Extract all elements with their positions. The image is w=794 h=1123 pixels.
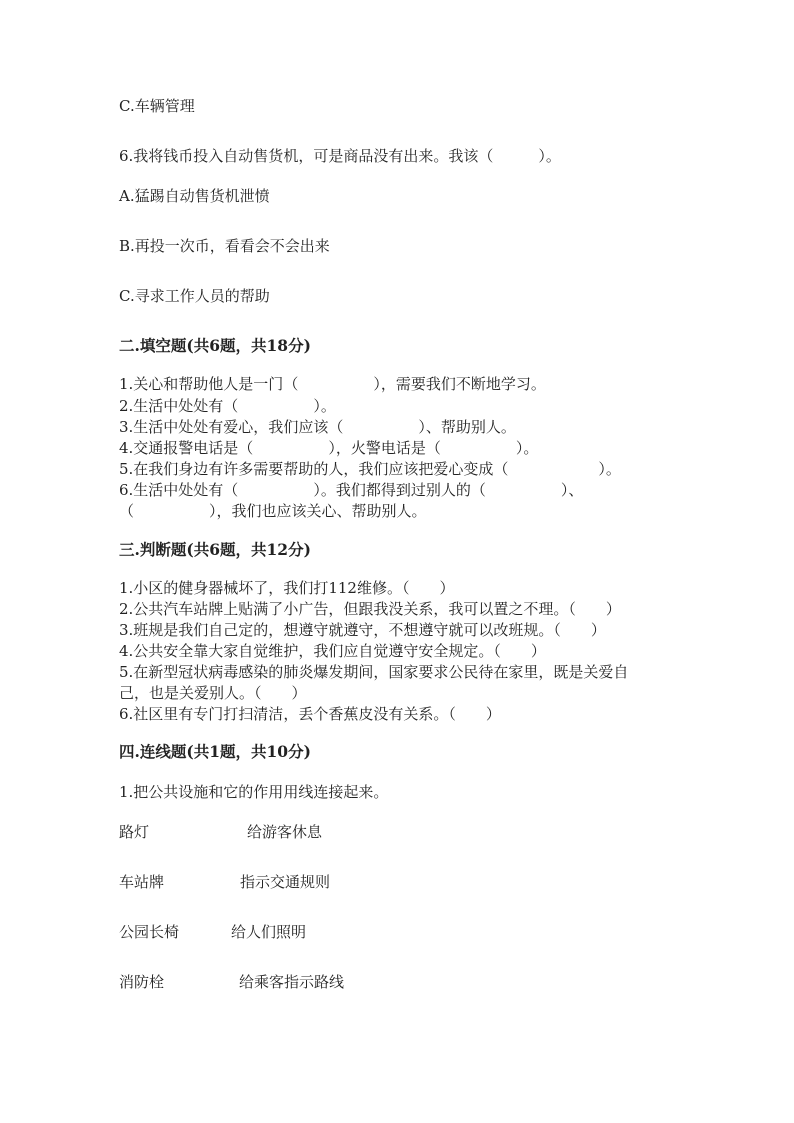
q6-option-a: A.猛踢自动售货机泄愤 bbox=[119, 187, 270, 205]
q5-option-c: C.车辆管理 bbox=[119, 97, 195, 115]
judge-item: 4.公共安全靠大家自觉维护，我们应自觉遵守安全规定。（ ） bbox=[119, 642, 546, 660]
judge-item: 己，也是关爱别人。（ ） bbox=[119, 684, 307, 702]
section2-heading: 二.填空题(共6题，共18分) bbox=[119, 336, 311, 355]
fill-item: 4.交通报警电话是（ ），火警电话是（ ）。 bbox=[119, 439, 539, 457]
match-right-item: 指示交通规则 bbox=[240, 873, 331, 891]
section4-heading: 四.连线题(共1题，共10分) bbox=[119, 742, 311, 761]
q6-stem: 6.我将钱币投入自动售货机，可是商品没有出来。我该（ ）。 bbox=[119, 147, 561, 165]
q6-option-b: B.再投一次币，看看会不会出来 bbox=[119, 237, 330, 255]
fill-item: 5.在我们身边有许多需要帮助的人，我们应该把爱心变成（ ）。 bbox=[119, 460, 621, 478]
match-left-item: 路灯 bbox=[119, 823, 150, 841]
match-left-item: 消防栓 bbox=[119, 973, 165, 991]
judge-item: 3.班规是我们自己定的，想遵守就遵守，不想遵守就可以改班规。（ ） bbox=[119, 621, 606, 639]
match-left-item: 公园长椅 bbox=[119, 923, 180, 941]
section3-heading: 三.判断题(共6题，共12分) bbox=[119, 540, 311, 559]
fill-item: （ ），我们也应该关心、帮助别人。 bbox=[119, 502, 427, 520]
judge-item: 6.社区里有专门打扫清洁，丢个香蕉皮没有关系。（ ） bbox=[119, 705, 501, 723]
match-right-item: 给乘客指示路线 bbox=[239, 973, 345, 991]
match-right-item: 给人们照明 bbox=[231, 923, 307, 941]
judge-item: 1.小区的健身器械坏了，我们打112维修。（ ） bbox=[119, 579, 455, 597]
judge-item: 2.公共汽车站牌上贴满了小广告，但跟我没关系，我可以置之不理。（ ） bbox=[119, 600, 621, 618]
q6-option-c: C.寻求工作人员的帮助 bbox=[119, 287, 270, 305]
fill-item: 1.关心和帮助他人是一门（ ），需要我们不断地学习。 bbox=[119, 375, 546, 393]
fill-item: 6.生活中处处有（ ）。我们都得到过别人的（ ）、 bbox=[119, 481, 584, 499]
judge-item: 5.在新型冠状病毒感染的肺炎爆发期间，国家要求公民待在家里，既是关爱自 bbox=[119, 663, 629, 681]
match-right-item: 给游客休息 bbox=[247, 823, 323, 841]
match-left-item: 车站牌 bbox=[119, 873, 165, 891]
match-question: 1.把公共设施和它的作用用线连接起来。 bbox=[119, 783, 389, 801]
fill-item: 2.生活中处处有（ ）。 bbox=[119, 397, 336, 415]
fill-item: 3.生活中处处有爱心，我们应该（ ）、帮助别人。 bbox=[119, 418, 516, 436]
